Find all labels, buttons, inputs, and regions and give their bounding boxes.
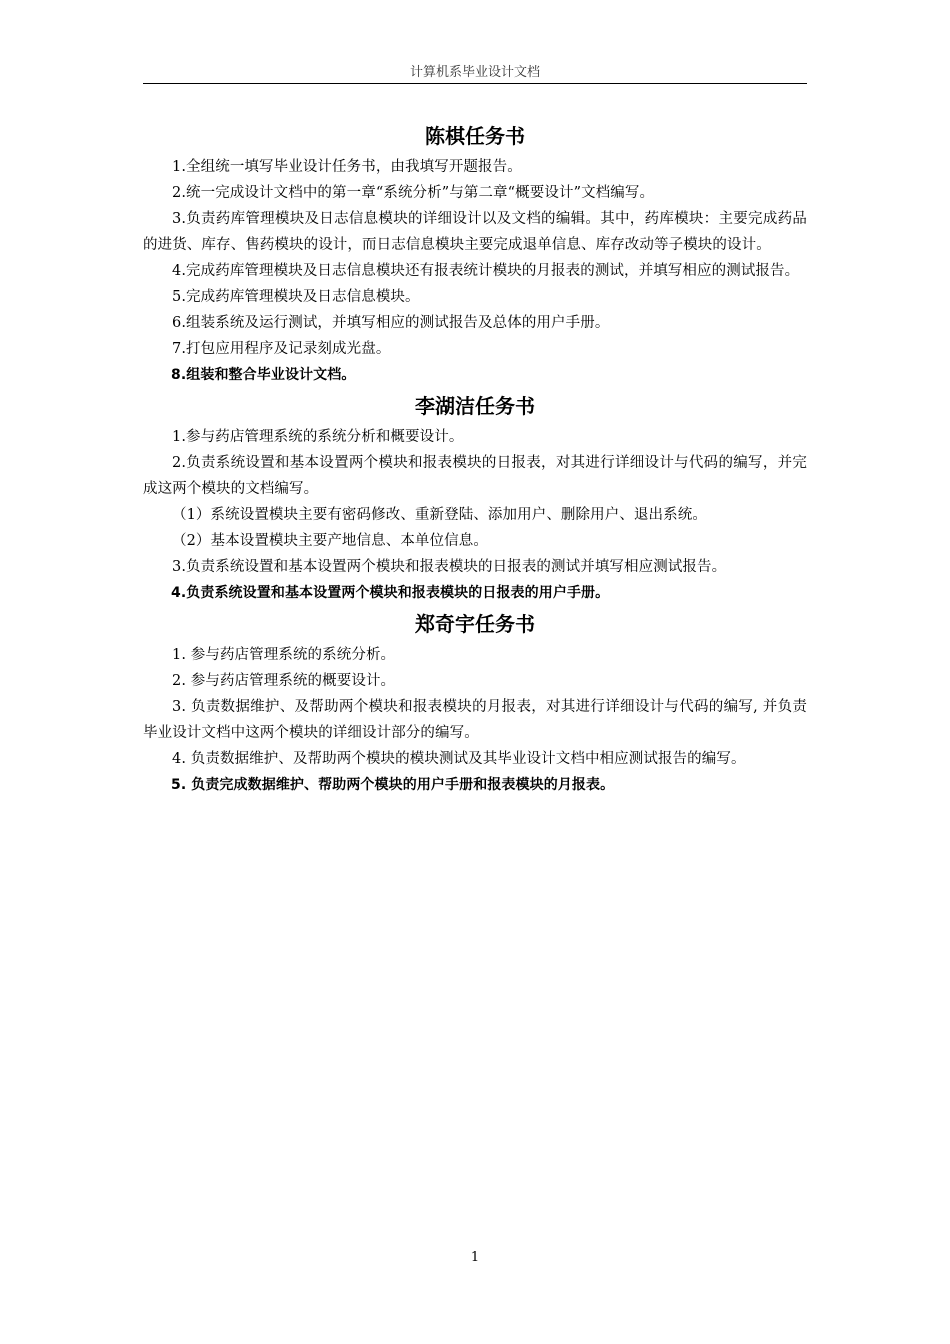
paragraph-bold: 8.组装和整合毕业设计文档。 [171,367,356,383]
section-zheng-qi-yu [143,606,807,798]
section-chen-qi [143,118,807,388]
paragraph: 2.统一完成设计文档中的第一章“系统分析”与第二章“概要设计”文档编写。 [172,185,655,201]
section-li-hu-jie [143,388,807,606]
paragraph: 1.全组统一填写毕业设计任务书，由我填写开题报告。 [172,159,522,175]
header-rule [143,83,807,84]
sub-item: （2）基本设置模块主要产地信息、本单位信息。 [172,533,488,549]
sub-item: （1）系统设置模块主要有密码修改、重新登陆、添加用户、删除用户、退出系统。 [172,507,707,523]
paragraph-bold: 4.负责系统设置和基本设置两个模块和报表模块的日报表的用户手册。 [171,585,610,601]
paragraph: 7.打包应用程序及记录刻成光盘。 [172,341,391,357]
paragraph: 1.参与药店管理系统的系统分析和概要设计。 [172,429,464,445]
page-header: 计算机系毕业设计文档 [409,65,540,80]
paragraph: 6.组装系统及运行测试，并填写相应的测试报告及总体的用户手册。 [172,315,610,331]
section-title: 李湖洁任务书 [415,394,535,418]
paragraph: 2.负责系统设置和基本设置两个模块和报表模块的日报表，对其进行详细设计与代码的编写，并完成这两个模块的文档编写。 [143,455,807,497]
paragraph: 4. 负责数据维护、及帮助两个模块的模块测试及其毕业设计文档中相应测试报告的编写。 [172,751,746,767]
paragraph: 4.完成药库管理模块及日志信息模块还有报表统计模块的月报表的测试，并填写相应的测试报告。 [172,263,800,279]
section-title: 郑奇宇任务书 [415,612,535,636]
paragraph: 5.完成药库管理模块及日志信息模块。 [172,289,420,305]
page-number: 1 [470,1250,480,1265]
document-body [143,118,807,798]
paragraph-bold: 5. 负责完成数据维护、帮助两个模块的用户手册和报表模块的月报表。 [171,777,615,793]
paragraph: 3.负责药库管理模块及日志信息模块的详细设计以及文档的编辑。其中，药库模块：主要完成药品的进货、库存、售药模块的设计，而日志信息模块主要完成退单信息、库存改动等子模块的设计。 [143,211,807,253]
paragraph: 1. 参与药店管理系统的系统分析。 [172,647,396,663]
paragraph: 3.负责系统设置和基本设置两个模块和报表模块的日报表的测试并填写相应测试报告。 [172,559,727,575]
section-title: 陈棋任务书 [425,124,525,148]
paragraph: 3. 负责数据维护、及帮助两个模块和报表模块的月报表，对其进行详细设计与代码的编写, 并负责毕业设计文档中这两个模块的详细设计部分的编写。 [143,699,807,741]
paragraph: 2. 参与药店管理系统的概要设计。 [172,673,396,689]
